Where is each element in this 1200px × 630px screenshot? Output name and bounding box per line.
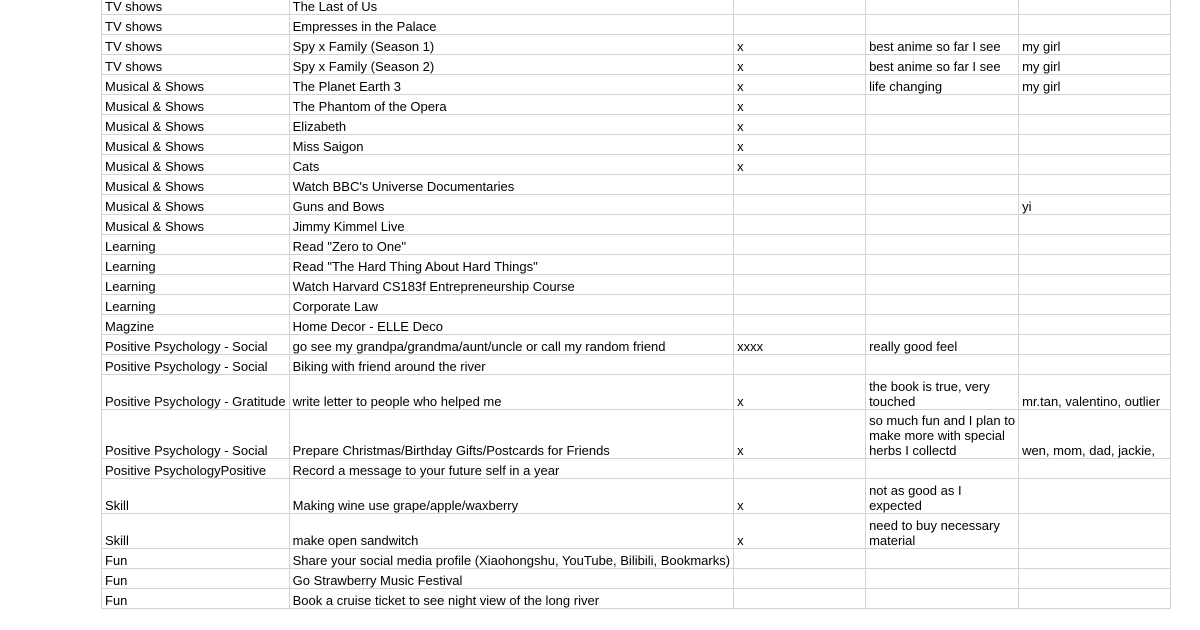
item-cell[interactable]: The Last of Us bbox=[289, 0, 733, 15]
category-cell[interactable]: Musical & Shows bbox=[102, 75, 290, 95]
category-cell[interactable]: Musical & Shows bbox=[102, 115, 290, 135]
people-cell[interactable] bbox=[1019, 549, 1171, 569]
done-cell[interactable]: x bbox=[734, 95, 866, 115]
done-cell[interactable] bbox=[734, 355, 866, 375]
people-cell[interactable]: my girl bbox=[1019, 75, 1171, 95]
table-row bbox=[102, 75, 1171, 95]
done-cell[interactable]: x bbox=[734, 135, 866, 155]
done-cell[interactable] bbox=[734, 569, 866, 589]
table-row bbox=[102, 479, 1171, 514]
table-row bbox=[102, 175, 1171, 195]
comment-cell[interactable] bbox=[866, 569, 1019, 589]
people-cell[interactable] bbox=[1019, 355, 1171, 375]
done-cell[interactable] bbox=[734, 549, 866, 569]
people-cell[interactable] bbox=[1019, 135, 1171, 155]
comment-cell[interactable]: best anime so far I see bbox=[866, 35, 1019, 55]
done-cell[interactable] bbox=[734, 195, 866, 215]
people-cell[interactable] bbox=[1019, 459, 1171, 479]
category-cell[interactable]: TV shows bbox=[102, 35, 290, 55]
comment-cell[interactable] bbox=[866, 195, 1019, 215]
people-cell[interactable] bbox=[1019, 275, 1171, 295]
table-row bbox=[102, 315, 1171, 335]
done-cell[interactable] bbox=[734, 15, 866, 35]
people-cell[interactable]: wen, mom, dad, jackie, bbox=[1019, 410, 1171, 459]
comment-cell[interactable] bbox=[866, 0, 1019, 15]
category-cell[interactable]: Skill bbox=[102, 514, 290, 549]
done-cell[interactable] bbox=[734, 315, 866, 335]
people-cell[interactable] bbox=[1019, 115, 1171, 135]
comment-cell[interactable]: need to buy necessary material bbox=[866, 514, 1019, 549]
table-row bbox=[102, 255, 1171, 275]
item-cell[interactable]: write letter to people who helped me bbox=[289, 375, 733, 410]
category-cell[interactable]: Fun bbox=[102, 589, 290, 609]
category-cell[interactable]: Fun bbox=[102, 549, 290, 569]
done-cell[interactable] bbox=[734, 589, 866, 609]
comment-cell[interactable] bbox=[866, 115, 1019, 135]
item-cell[interactable]: Read "The Hard Thing About Hard Things" bbox=[289, 255, 733, 275]
item-cell[interactable]: Record a message to your future self in a year bbox=[289, 459, 733, 479]
people-cell[interactable] bbox=[1019, 569, 1171, 589]
item-cell[interactable]: Book a cruise ticket to see night view of the long river bbox=[289, 589, 733, 609]
category-cell[interactable]: Musical & Shows bbox=[102, 95, 290, 115]
comment-cell[interactable]: best anime so far I see bbox=[866, 55, 1019, 75]
table-row bbox=[102, 215, 1171, 235]
comment-cell[interactable] bbox=[866, 459, 1019, 479]
table-row bbox=[102, 295, 1171, 315]
item-cell[interactable]: Home Decor - ELLE Deco bbox=[289, 315, 733, 335]
done-cell[interactable] bbox=[734, 235, 866, 255]
people-cell[interactable]: mr.tan, valentino, outlier bbox=[1019, 375, 1171, 410]
comment-cell[interactable] bbox=[866, 315, 1019, 335]
comment-cell[interactable] bbox=[866, 15, 1019, 35]
done-cell[interactable]: x bbox=[734, 115, 866, 135]
category-cell[interactable]: Fun bbox=[102, 569, 290, 589]
done-cell[interactable]: x bbox=[734, 75, 866, 95]
item-cell[interactable]: Making wine use grape/apple/waxberry bbox=[289, 479, 733, 514]
category-cell[interactable]: Magzine bbox=[102, 315, 290, 335]
item-cell[interactable]: Elizabeth bbox=[289, 115, 733, 135]
category-cell[interactable]: Positive Psychology - Social bbox=[102, 335, 290, 355]
item-cell[interactable]: Read "Zero to One" bbox=[289, 235, 733, 255]
people-cell[interactable] bbox=[1019, 255, 1171, 275]
category-cell[interactable]: Positive Psychology - Social bbox=[102, 410, 290, 459]
item-cell[interactable]: Jimmy Kimmel Live bbox=[289, 215, 733, 235]
comment-cell[interactable]: really good feel bbox=[866, 335, 1019, 355]
item-cell[interactable]: Watch Harvard CS183f Entrepreneurship Course bbox=[289, 275, 733, 295]
comment-cell[interactable] bbox=[866, 95, 1019, 115]
item-cell[interactable]: Spy x Family (Season 1) bbox=[289, 35, 733, 55]
people-cell[interactable]: my girl bbox=[1019, 35, 1171, 55]
comment-cell[interactable] bbox=[866, 255, 1019, 275]
category-cell[interactable]: TV shows bbox=[102, 55, 290, 75]
item-cell[interactable]: Miss Saigon bbox=[289, 135, 733, 155]
category-cell[interactable]: Learning bbox=[102, 235, 290, 255]
comment-cell[interactable]: life changing bbox=[866, 75, 1019, 95]
category-cell[interactable]: Positive Psychology - Gratitude bbox=[102, 375, 290, 410]
done-cell[interactable]: xxxx bbox=[734, 335, 866, 355]
comment-cell[interactable] bbox=[866, 549, 1019, 569]
item-cell[interactable]: Share your social media profile (Xiaohongshu, YouTube, Bilibili, Bookmarks) bbox=[289, 549, 733, 569]
done-cell[interactable] bbox=[734, 459, 866, 479]
table-row bbox=[102, 375, 1171, 410]
done-cell[interactable] bbox=[734, 215, 866, 235]
people-cell[interactable] bbox=[1019, 0, 1171, 15]
people-cell[interactable] bbox=[1019, 15, 1171, 35]
table-row bbox=[102, 55, 1171, 75]
table-row bbox=[102, 459, 1171, 479]
table-row bbox=[102, 15, 1171, 35]
table-row bbox=[102, 335, 1171, 355]
item-cell[interactable]: The Planet Earth 3 bbox=[289, 75, 733, 95]
done-cell[interactable]: x bbox=[734, 55, 866, 75]
category-cell[interactable]: Positive PsychologyPositive bbox=[102, 459, 290, 479]
comment-cell[interactable]: so much fun and I plan to make more with special herbs I collectd bbox=[866, 410, 1019, 459]
category-cell[interactable]: Learning bbox=[102, 295, 290, 315]
done-cell[interactable]: x bbox=[734, 155, 866, 175]
table-row bbox=[102, 514, 1171, 549]
category-cell[interactable]: TV shows bbox=[102, 15, 290, 35]
item-cell[interactable]: Empresses in the Palace bbox=[289, 15, 733, 35]
comment-cell[interactable]: the book is true, very touched bbox=[866, 375, 1019, 410]
table-row bbox=[102, 135, 1171, 155]
comment-cell[interactable] bbox=[866, 355, 1019, 375]
people-cell[interactable]: yi bbox=[1019, 195, 1171, 215]
category-cell[interactable]: Learning bbox=[102, 255, 290, 275]
comment-cell[interactable] bbox=[866, 135, 1019, 155]
people-cell[interactable] bbox=[1019, 295, 1171, 315]
item-cell[interactable]: Biking with friend around the river bbox=[289, 355, 733, 375]
item-cell[interactable]: Cats bbox=[289, 155, 733, 175]
done-cell[interactable] bbox=[734, 295, 866, 315]
item-cell[interactable]: Guns and Bows bbox=[289, 195, 733, 215]
category-cell[interactable]: Musical & Shows bbox=[102, 215, 290, 235]
people-cell[interactable] bbox=[1019, 335, 1171, 355]
people-cell[interactable] bbox=[1019, 315, 1171, 335]
item-cell[interactable]: Corporate Law bbox=[289, 295, 733, 315]
table-row bbox=[102, 155, 1171, 175]
comment-cell[interactable] bbox=[866, 589, 1019, 609]
done-cell[interactable] bbox=[734, 175, 866, 195]
item-cell[interactable]: Go Strawberry Music Festival bbox=[289, 569, 733, 589]
comment-cell[interactable] bbox=[866, 275, 1019, 295]
done-cell[interactable]: x bbox=[734, 410, 866, 459]
table-row bbox=[102, 589, 1171, 609]
category-cell[interactable]: Musical & Shows bbox=[102, 155, 290, 175]
category-cell[interactable]: Musical & Shows bbox=[102, 135, 290, 155]
table-row bbox=[102, 569, 1171, 589]
item-cell[interactable]: The Phantom of the Opera bbox=[289, 95, 733, 115]
comment-cell[interactable] bbox=[866, 175, 1019, 195]
people-cell[interactable] bbox=[1019, 589, 1171, 609]
table-row bbox=[102, 549, 1171, 569]
people-cell[interactable] bbox=[1019, 235, 1171, 255]
comment-cell[interactable]: not as good as I expected bbox=[866, 479, 1019, 514]
done-cell[interactable] bbox=[734, 275, 866, 295]
table-row bbox=[102, 195, 1171, 215]
people-cell[interactable] bbox=[1019, 95, 1171, 115]
comment-cell[interactable] bbox=[866, 235, 1019, 255]
table-row bbox=[102, 115, 1171, 135]
category-cell[interactable]: Musical & Shows bbox=[102, 175, 290, 195]
table-row bbox=[102, 355, 1171, 375]
item-cell[interactable]: Watch BBC's Universe Documentaries bbox=[289, 175, 733, 195]
comment-cell[interactable] bbox=[866, 155, 1019, 175]
item-cell[interactable]: Prepare Christmas/Birthday Gifts/Postcards for Friends bbox=[289, 410, 733, 459]
category-cell[interactable]: Musical & Shows bbox=[102, 195, 290, 215]
done-cell[interactable]: x bbox=[734, 514, 866, 549]
people-cell[interactable] bbox=[1019, 215, 1171, 235]
done-cell[interactable]: x bbox=[734, 479, 866, 514]
item-cell[interactable]: go see my grandpa/grandma/aunt/uncle or call my random friend bbox=[289, 335, 733, 355]
table-row bbox=[102, 35, 1171, 55]
comment-cell[interactable] bbox=[866, 215, 1019, 235]
table-row bbox=[102, 410, 1171, 459]
done-cell[interactable]: x bbox=[734, 375, 866, 410]
done-cell[interactable] bbox=[734, 255, 866, 275]
people-cell[interactable] bbox=[1019, 479, 1171, 514]
table-row bbox=[102, 0, 1171, 15]
category-cell[interactable]: Learning bbox=[102, 275, 290, 295]
item-cell[interactable]: make open sandwitch bbox=[289, 514, 733, 549]
table-row bbox=[102, 235, 1171, 255]
sheet-body bbox=[102, 0, 1171, 609]
table-row bbox=[102, 275, 1171, 295]
category-cell[interactable]: Skill bbox=[102, 479, 290, 514]
done-cell[interactable]: x bbox=[734, 35, 866, 55]
comment-cell[interactable] bbox=[866, 295, 1019, 315]
category-cell[interactable]: Positive Psychology - Social bbox=[102, 355, 290, 375]
people-cell[interactable] bbox=[1019, 155, 1171, 175]
people-cell[interactable] bbox=[1019, 514, 1171, 549]
done-cell[interactable] bbox=[734, 0, 866, 15]
category-cell[interactable]: TV shows bbox=[102, 0, 290, 15]
table-row bbox=[102, 95, 1171, 115]
spreadsheet-table bbox=[101, 0, 1171, 609]
people-cell[interactable] bbox=[1019, 175, 1171, 195]
item-cell[interactable]: Spy x Family (Season 2) bbox=[289, 55, 733, 75]
people-cell[interactable]: my girl bbox=[1019, 55, 1171, 75]
